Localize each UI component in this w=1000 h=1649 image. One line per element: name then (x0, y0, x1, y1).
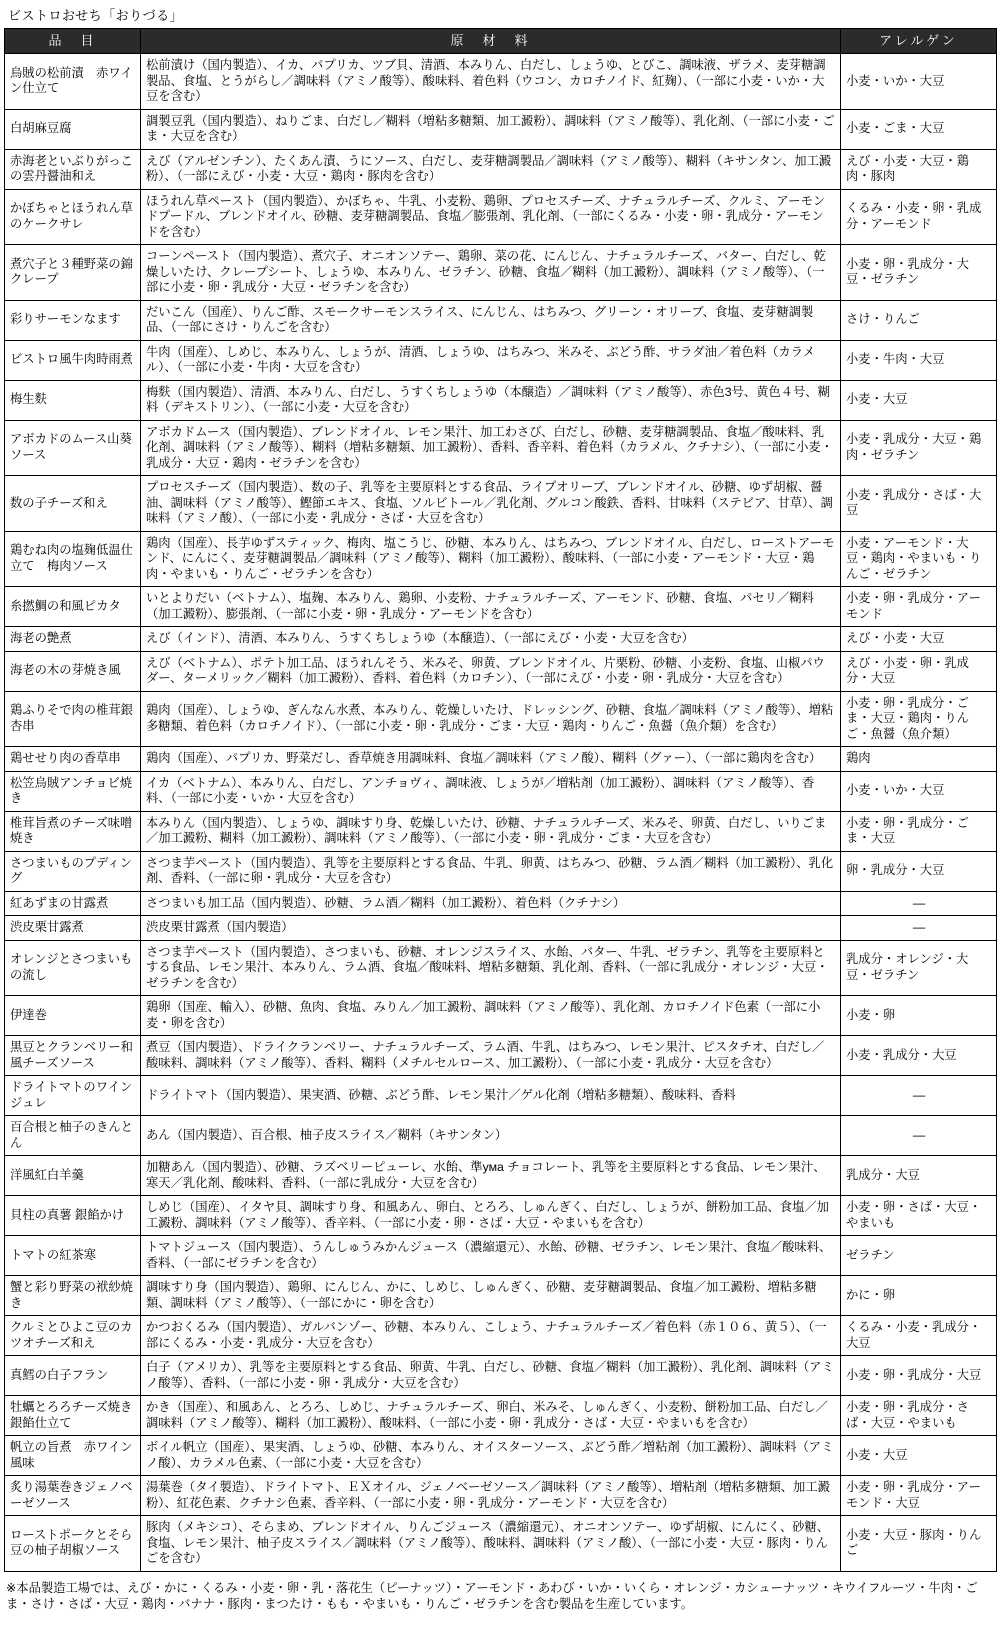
table-row (5, 691, 997, 747)
cell-item-name: 椎茸旨煮のチーズ味噌焼き (5, 811, 141, 851)
cell-allergens: 小麦・牛肉・大豆 (841, 340, 997, 380)
cell-allergens: くるみ・小麦・乳成分・大豆 (841, 1316, 997, 1356)
cell-item-name: 煮穴子と３種野菜の錦クレープ (5, 245, 141, 301)
cell-allergens: — (841, 916, 997, 941)
cell-allergens: 小麦・卵・乳成分・大豆・ゼラチン (841, 245, 997, 301)
cell-allergens: — (841, 891, 997, 916)
cell-ingredients: さつま芋ペースト（国内製造）、乳等を主要原料とする食品、牛乳、卵黄、はちみつ、砂糖、ラム酒／糊料（加工澱粉）、乳化剤、香料、（一部に卵・乳成分・大豆を含む） (141, 851, 841, 891)
cell-ingredients: 牛肉（国産）、しめじ、本みりん、しょうが、清酒、しょうゆ、はちみつ、米みそ、ぶどう酢、サラダ油／着色料（カラメル）、（一部に小麦・牛肉・大豆を含む） (141, 340, 841, 380)
cell-allergens: 小麦・乳成分・さば・大豆 (841, 476, 997, 532)
cell-item-name: さつまいものプディング (5, 851, 141, 891)
cell-item-name: アボカドのムース山葵ソース (5, 420, 141, 476)
table-row (5, 300, 997, 340)
table-row (5, 916, 997, 941)
table-row (5, 891, 997, 916)
table-row (5, 1516, 997, 1572)
cell-ingredients: トマトジュース（国内製造）、うんしゅうみかんジュース（濃縮還元）、水飴、砂糖、ゼラチン、レモン果汁、食塩／酸味料、香料、（一部にゼラチンを含む） (141, 1236, 841, 1276)
cell-allergens: 小麦・ごま・大豆 (841, 109, 997, 149)
cell-item-name: かぼちゃとほうれん草のケークサレ (5, 189, 141, 245)
cell-ingredients: ドライトマト（国内製造）、果実酒、砂糖、ぶどう酢、レモン果汁／ゲル化剤（増粘多糖類）、酸味料、香料 (141, 1076, 841, 1116)
cell-ingredients: 鶏肉（国産）、しょうゆ、ぎんなん水煮、本みりん、乾燥しいたけ、ドレッシング、砂糖、食塩／調味料（アミノ酸等）、増粘多糖類、着色料（カロチノイド）、（一部に小麦・卵・乳成分・ごま・大豆・鶏肉・りんご・魚醤（魚介類）を含む） (141, 691, 841, 747)
cell-item-name: クルミとひよこ豆のカツオチーズ和え (5, 1316, 141, 1356)
table-row (5, 1156, 997, 1196)
cell-allergens: 小麦・大豆 (841, 380, 997, 420)
cell-ingredients: イカ（ベトナム）、本みりん、白だし、アンチョヴィ、調味液、しょうが／増粘剤（加工澱粉）、調味料（アミノ酸等）、香料、（一部に小麦・いか・大豆を含む） (141, 771, 841, 811)
cell-ingredients: 煮豆（国内製造）、ドライクランベリー、ナチュラルチーズ、ラム酒、牛乳、はちみつ、レモン果汁、ピスタチオ、白だし／酸味料、調味料（アミノ酸等）、香料、糊料（メチルセルロース、加工澱粉）、（一部に小麦・乳成分・大豆を含む） (141, 1036, 841, 1076)
table-row (5, 747, 997, 772)
table-row (5, 1076, 997, 1116)
cell-ingredients: さつまいも加工品（国内製造）、砂糖、ラム酒／糊料（加工澱粉）、着色料（クチナシ） (141, 891, 841, 916)
cell-item-name: 白胡麻豆腐 (5, 109, 141, 149)
cell-ingredients: えび（アルゼンチン）、たくあん漬、うにソース、白だし、麦芽糖調製品／調味料（アミノ酸等）、糊料（キサンタン、加工澱粉）、（一部にえび・小麦・大豆・鶏肉・豚肉を含む） (141, 149, 841, 189)
cell-item-name: 烏賊の松前漬 赤ワイン仕立て (5, 54, 141, 110)
cell-item-name: ビストロ風牛肉時雨煮 (5, 340, 141, 380)
cell-ingredients: ほうれん草ペースト（国内製造）、かぼちゃ、牛乳、小麦粉、鶏卵、プロセスチーズ、ナチュラルチーズ、クルミ、アーモンドプードル、ブレンドオイル、砂糖、麦芽糖調製品、食塩／膨張剤、乳化剤、（一部にくるみ・小麦・卵・乳成分・アーモンドを含む） (141, 189, 841, 245)
cell-ingredients: 鶏肉（国産）、パプリカ、野菜だし、香草焼き用調味料、食塩／調味料（アミノ酸）、糊料（グァー）、（一部に鶏肉を含む） (141, 747, 841, 772)
table-row (5, 1236, 997, 1276)
cell-ingredients: えび（インド）、清酒、本みりん、うすくちしょうゆ（本醸造）、（一部にえび・小麦・大豆を含む） (141, 627, 841, 652)
cell-item-name: 数の子チーズ和え (5, 476, 141, 532)
cell-allergens: えび・小麦・大豆・鶏肉・豚肉 (841, 149, 997, 189)
cell-allergens: えび・小麦・卵・乳成分・大豆 (841, 651, 997, 691)
table-row (5, 811, 997, 851)
column-header-ingredients: 原 材 料 (141, 29, 841, 54)
table-row (5, 1436, 997, 1476)
cell-item-name: 鶏せせり肉の香草串 (5, 747, 141, 772)
cell-allergens: 小麦・大豆 (841, 1436, 997, 1476)
cell-item-name: 黒豆とクランベリー和風チーズソース (5, 1036, 141, 1076)
table-row (5, 476, 997, 532)
cell-allergens: 小麦・乳成分・大豆 (841, 1036, 997, 1076)
table-row (5, 1276, 997, 1316)
cell-item-name: トマトの紅茶寒 (5, 1236, 141, 1276)
table-row (5, 587, 997, 627)
cell-ingredients: 白子（アメリカ）、乳等を主要原料とする食品、卵黄、牛乳、白だし、砂糖、食塩／糊料（加工澱粉）、乳化剤、調味料（アミノ酸等）、香料、（一部に小麦・卵・乳成分・大豆を含む） (141, 1356, 841, 1396)
table-row (5, 54, 997, 110)
table-row (5, 1116, 997, 1156)
cell-item-name: 百合根と柚子のきんとん (5, 1116, 141, 1156)
column-header-name: 品 目 (5, 29, 141, 54)
cell-ingredients: 鶏卵（国産、輸入）、砂糖、魚肉、食塩、みりん／加工澱粉、調味料（アミノ酸等）、乳化剤、カロチノイド色素（一部に小麦・卵を含む） (141, 996, 841, 1036)
cell-item-name: オレンジとさつまいもの流し (5, 940, 141, 996)
cell-item-name: 真鱈の白子フラン (5, 1356, 141, 1396)
cell-item-name: 渋皮栗甘露煮 (5, 916, 141, 941)
cell-ingredients: えび（ベトナム）、ポテト加工品、ほうれんそう、米みそ、卵黄、ブレンドオイル、片栗粉、砂糖、小麦粉、食塩、山椒パウダー、ターメリック／糊料（加工澱粉）、香料、着色料（カロチン）、（一部にえび・小麦・卵・乳成分・大豆を含む） (141, 651, 841, 691)
cell-ingredients: さつま芋ペースト（国内製造）、さつまいも、砂糖、オレンジスライス、水飴、バター、牛乳、ゼラチン、乳等を主要原料とする食品、レモン果汁、本みりん、ラム酒、食塩／酸味料、増粘多糖類、乳化剤、香料、（一部に乳成分・オレンジ・大豆・ゼラチンを含む） (141, 940, 841, 996)
cell-ingredients: 湯葉巻（タイ製造）、ドライトマト、ＥＸオイル、ジェノベーゼソース／調味料（アミノ酸等）、増粘剤（増粘多糖類、加工澱粉）、紅花色素、クチナシ色素、香辛料、（一部に小麦・卵・乳成分・アーモンド・大豆を含む） (141, 1476, 841, 1516)
cell-item-name: 鶏むね肉の塩麹低温仕立て 梅肉ソース (5, 531, 141, 587)
cell-item-name: 松笠烏賊アンチョビ焼き (5, 771, 141, 811)
cell-allergens: えび・小麦・大豆 (841, 627, 997, 652)
cell-ingredients: あん（国内製造）、百合根、柚子皮スライス／糊料（キサンタン） (141, 1116, 841, 1156)
cell-ingredients: 松前漬け（国内製造）、イカ、パプリカ、ツブ貝、清酒、本みりん、白だし、しょうゆ、とびこ、調味液、ザラメ、麦芽糖調製品、食塩、とうがらし／調味料（アミノ酸等）、酸味料、着色料（ウコン、カロチノイド、紅麹）、（一部に小麦・いか・大豆を含む） (141, 54, 841, 110)
cell-ingredients: だいこん（国産）、りんご酢、スモークサーモンスライス、にんじん、はちみつ、グリーン・オリーブ、食塩、麦芽糖調製品、（一部にさけ・りんごを含む） (141, 300, 841, 340)
cell-item-name: 彩りサーモンなます (5, 300, 141, 340)
cell-ingredients: いとよりだい（ベトナム）、塩麹、本みりん、鶏卵、小麦粉、ナチュラルチーズ、アーモンド、砂糖、食塩、パセリ／糊料（加工澱粉）、膨張剤、（一部に小麦・卵・乳成分・アーモンドを含む） (141, 587, 841, 627)
cell-allergens: 小麦・卵 (841, 996, 997, 1036)
page-title: ビストロおせち「おりづる」 (8, 8, 184, 23)
cell-allergens: 小麦・卵・乳成分・ごま・大豆・鶏肉・りんご・魚醤（魚介類） (841, 691, 997, 747)
table-row (5, 531, 997, 587)
cell-allergens: — (841, 1116, 997, 1156)
cell-allergens: 小麦・乳成分・大豆・鶏肉・ゼラチン (841, 420, 997, 476)
column-header-allergens: アレルゲン (841, 29, 997, 54)
cell-ingredients: ボイル帆立（国産）、果実酒、しょうゆ、砂糖、本みりん、オイスターソース、ぶどう酢／増粘剤（加工澱粉）、調味料（アミノ酸）、カラメル色素、（一部に小麦・大豆を含む） (141, 1436, 841, 1476)
cell-item-name: 糸撚鯛の和風ピカタ (5, 587, 141, 627)
table-row (5, 996, 997, 1036)
cell-ingredients: 調味すり身（国内製造）、鶏卵、にんじん、かに、しめじ、しゅんぎく、砂糖、麦芽糖調製品、食塩／加工澱粉、増粘多糖類、調味料（アミノ酸等）、（一部にかに・卵を含む） (141, 1276, 841, 1316)
cell-allergens: 小麦・いか・大豆 (841, 771, 997, 811)
cell-ingredients: 加糖あん（国内製造）、砂糖、ラズベリーピューレ、水飴、準ума チョコレート、乳等を主要原料とする食品、レモン果汁、寒天／乳化剤、酸味料、香料、（一部に乳成分・大豆を含む） (141, 1156, 841, 1196)
table-row (5, 771, 997, 811)
cell-ingredients: しめじ（国産）、イタヤ貝、調味すり身、和風あん、卵白、とろろ、しゅんぎく、白だし、しょうが、餅粉加工品、食塩／加工澱粉、調味料（アミノ酸等）、香辛料、（一部に小麦・卵・さば・大豆・やまいもを含む） (141, 1196, 841, 1236)
cell-allergens: ゼラチン (841, 1236, 997, 1276)
cell-allergens: 小麦・卵・乳成分・さば・大豆・やまいも (841, 1396, 997, 1436)
table-row (5, 851, 997, 891)
cell-allergens: 鶏肉 (841, 747, 997, 772)
cell-allergens: 卵・乳成分・大豆 (841, 851, 997, 891)
table-row (5, 380, 997, 420)
cell-item-name: 貝柱の真薯 銀餡かけ (5, 1196, 141, 1236)
cell-ingredients: 鶏肉（国産）、長芋ゆずスティック、梅肉、塩こうじ、砂糖、本みりん、はちみつ、ブレンドオイル、白だし、ローストアーモンド、にんにく、麦芽糖調製品／調味料（アミノ酸等）、糊料（加工澱粉）、酸味料、（一部に小麦・アーモンド・大豆・鶏肉・やまいも・りんご・ゼラチンを含む） (141, 531, 841, 587)
cell-ingredients: アボカドムース（国内製造）、ブレンドオイル、レモン果汁、加工わさび、白だし、砂糖、麦芽糖調製品、食塩／酸味料、乳化剤、調味料（アミノ酸等）、糊料（増粘多糖類、加工澱粉）、香料、香辛料、着色料（カラメル、クチナシ）、（一部に小麦・乳成分・大豆・鶏肉・ゼラチンを含む） (141, 420, 841, 476)
cell-item-name: 伊達巻 (5, 996, 141, 1036)
cell-item-name: 牡蠣とろろチーズ焼き 銀餡仕立て (5, 1396, 141, 1436)
cell-item-name: 帆立の旨煮 赤ワイン風味 (5, 1436, 141, 1476)
cell-item-name: 梅生麩 (5, 380, 141, 420)
table-row (5, 627, 997, 652)
table-row (5, 1196, 997, 1236)
cell-item-name: 赤海老といぶりがっこの雲丹醤油和え (5, 149, 141, 189)
table-row (5, 149, 997, 189)
table-row (5, 940, 997, 996)
cell-allergens: 乳成分・大豆 (841, 1156, 997, 1196)
cell-allergens: 小麦・卵・乳成分・ごま・大豆 (841, 811, 997, 851)
table-row (5, 245, 997, 301)
cell-item-name: 炙り湯葉巻きジェノベーゼソース (5, 1476, 141, 1516)
cell-item-name: ドライトマトのワインジュレ (5, 1076, 141, 1116)
table-row (5, 1316, 997, 1356)
cell-allergens: 乳成分・オレンジ・大豆・ゼラチン (841, 940, 997, 996)
cell-allergens: さけ・りんご (841, 300, 997, 340)
cell-allergens: 小麦・大豆・豚肉・りんご (841, 1516, 997, 1572)
cell-ingredients: コーンペースト（国内製造）、煮穴子、オニオンソテー、鶏卵、菜の花、にんじん、ナチュラルチーズ、バター、白だし、乾燥しいたけ、クレープシート、しょうゆ、本みりん、ゼラチン、砂糖、食塩／糊料（加工澱粉）、調味料（アミノ酸等）、（一部に小麦・卵・乳成分・大豆・ゼラチンを含む） (141, 245, 841, 301)
table-row (5, 109, 997, 149)
cell-allergens: — (841, 1076, 997, 1116)
table-row (5, 651, 997, 691)
ingredients-table (4, 28, 997, 1572)
footnote: ※本品製造工場では、えび・かに・くるみ・小麦・卵・乳・落花生（ピーナッツ）・アーモンド・あわび・いか・いくら・オレンジ・カシューナッツ・キウイフルーツ・牛肉・ごま・さけ・さば・大豆・鶏肉・バナナ・豚肉・まつたけ・もも・やまいも・りんご・ゼラチンを含む製品を生産しています。 (6, 1580, 978, 1611)
cell-item-name: 鶏ふりそで肉の椎茸銀杏串 (5, 691, 141, 747)
cell-item-name: ローストポークとそら豆の柚子胡椒ソース (5, 1516, 141, 1572)
cell-allergens: 小麦・いか・大豆 (841, 54, 997, 110)
cell-item-name: 海老の艶煮 (5, 627, 141, 652)
cell-ingredients: かつおくるみ（国内製造）、ガルバンゾー、砂糖、本みりん、こしょう、ナチュラルチーズ／着色料（赤１０６、黄５）、（一部にくるみ・小麦・乳成分・大豆を含む） (141, 1316, 841, 1356)
cell-ingredients: 調製豆乳（国内製造）、ねりごま、白だし／糊料（増粘多糖類、加工澱粉）、調味料（アミノ酸等）、乳化剤、（一部に小麦・ごま・大豆を含む） (141, 109, 841, 149)
table-row (5, 1356, 997, 1396)
cell-allergens: 小麦・卵・さば・大豆・やまいも (841, 1196, 997, 1236)
table-row (5, 189, 997, 245)
cell-ingredients: 本みりん（国内製造）、しょうゆ、調味すり身、乾燥しいたけ、砂糖、ナチュラルチーズ、米みそ、卵黄、白だし、いりごま／加工澱粉、糊料（加工澱粉）、調味料（アミノ酸等）、（一部に小麦・卵・乳成分・ごま・大豆を含む） (141, 811, 841, 851)
table-row (5, 1476, 997, 1516)
cell-ingredients: 渋皮栗甘露煮（国内製造） (141, 916, 841, 941)
cell-item-name: 海老の木の芽焼き風 (5, 651, 141, 691)
cell-ingredients: かき（国産）、和風あん、とろろ、しめじ、ナチュラルチーズ、卵白、米みそ、しゅんぎく、小麦粉、餅粉加工品、白だし／調味料（アミノ酸等）、糊料（加工澱粉）、酸味料、（一部に小麦・卵・乳成分・さば・大豆・やまいもを含む） (141, 1396, 841, 1436)
table-row (5, 1396, 997, 1436)
cell-ingredients: プロセスチーズ（国内製造）、数の子、乳等を主要原料とする食品、ライプオリーブ、ブレンドオイル、砂糖、ゆず胡椒、醤油、調味料（アミノ酸等）、鰹節エキス、食塩、ソルビトール／乳化剤、グルコン酸鉄、香料、甘味料（ステビア、甘草）、調味料（アミノ酸）、（一部に小麦・乳成分・さば・大豆を含む） (141, 476, 841, 532)
cell-ingredients: 豚肉（メキシコ）、そらまめ、ブレンドオイル、りんごジュース（濃縮還元）、オニオンソテー、ゆず胡椒、にんにく、砂糖、食塩、レモン果汁、柚子皮スライス／調味料（アミノ酸等）、酸味料、調味料（アミノ酸）、（一部に小麦・大豆・豚肉・りんごを含む） (141, 1516, 841, 1572)
cell-item-name: 蟹と彩り野菜の袱紗焼き (5, 1276, 141, 1316)
cell-allergens: 小麦・卵・乳成分・アーモンド・大豆 (841, 1476, 997, 1516)
cell-allergens: かに・卵 (841, 1276, 997, 1316)
table-row (5, 1036, 997, 1076)
cell-allergens: くるみ・小麦・卵・乳成分・アーモンド (841, 189, 997, 245)
cell-item-name: 紅あずまの甘露煮 (5, 891, 141, 916)
table-body (5, 54, 997, 1572)
table-header-row (5, 29, 997, 54)
table-row (5, 420, 997, 476)
cell-allergens: 小麦・卵・乳成分・大豆 (841, 1356, 997, 1396)
cell-allergens: 小麦・卵・乳成分・アーモンド (841, 587, 997, 627)
cell-ingredients: 梅麩（国内製造）、清酒、本みりん、白だし、うすくちしょうゆ（本醸造）／調味料（アミノ酸等）、赤色3号、黄色４号、糊料（デキストリン）、（一部に小麦・大豆を含む） (141, 380, 841, 420)
cell-item-name: 洋風紅白羊羹 (5, 1156, 141, 1196)
cell-allergens: 小麦・アーモンド・大豆・鶏肉・やまいも・りんご・ゼラチン (841, 531, 997, 587)
table-row (5, 340, 997, 380)
